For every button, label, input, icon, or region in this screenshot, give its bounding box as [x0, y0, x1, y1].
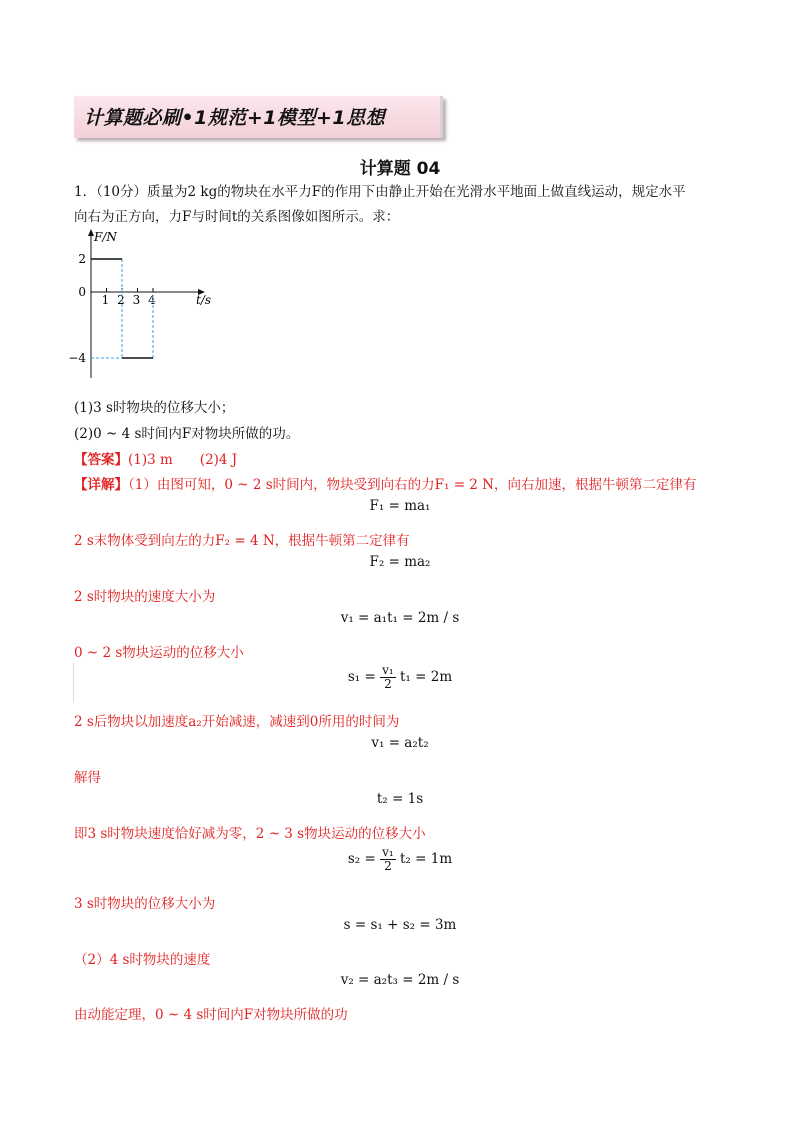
header-banner	[74, 96, 443, 138]
solution-step-5: 2 s后物块以加速度a₂开始减速，减速到0所用的时间为	[74, 714, 400, 730]
x-tick-label: 4	[148, 293, 156, 307]
y-tick-label: −4	[68, 351, 86, 365]
solution-step-9: （2）4 s时物块的速度	[74, 952, 211, 968]
eq4-fraction	[380, 664, 396, 691]
x-tick-label: 2	[117, 293, 125, 307]
eq7-denominator: 2	[384, 859, 392, 873]
answer-text: (1)3 m (2)4 J	[128, 452, 238, 468]
solution-step-10: 由动能定理，0 ~ 4 s时间内F对物块所做的功	[74, 1007, 348, 1023]
equation-7	[0, 846, 800, 873]
solution-text-1: （1）由图可知，0 ~ 2 s时间内，物块受到向右的力F₁ = 2 N，向右加速，根据牛顿第二定律有	[128, 477, 697, 493]
x-axis-label: t/s	[196, 293, 212, 307]
eq7-fraction	[380, 846, 396, 873]
y-tick-label: 0	[78, 285, 86, 299]
answer-label: 【答案】	[74, 452, 128, 468]
solution-step-8: 3 s时物块的位移大小为	[74, 896, 216, 912]
equation-6: t₂ = 1s	[376, 791, 424, 807]
x-tick-label: 3	[132, 293, 141, 307]
equation-8: s = s₁ + s₂ = 3m	[343, 917, 457, 933]
equation-1: F₁ = ma₁	[369, 498, 431, 514]
x-tick-label: 1	[101, 293, 110, 307]
eq4-denominator: 2	[384, 677, 392, 691]
solution-step-1	[74, 473, 697, 493]
eq4-numerator: v₁	[382, 663, 394, 677]
y-axis-label: F/N	[94, 230, 117, 244]
solution-step-4: 0 ~ 2 s物块运动的位移大小	[74, 645, 244, 661]
equation-4	[0, 664, 800, 691]
force-time-chart	[68, 226, 224, 386]
question-part-2: (2)0 ~ 4 s时间内F对物块所做的功。	[74, 426, 300, 442]
eq7-numerator: v₁	[382, 845, 394, 859]
solution-step-3: 2 s时物块的速度大小为	[74, 589, 216, 605]
equation-3: v₁ = a₁t₁ = 2m / s	[340, 610, 460, 626]
eq4-left: s₁ =	[347, 669, 376, 685]
answer-line	[74, 448, 237, 468]
equation-9: v₂ = a₂t₃ = 2m / s	[340, 972, 460, 988]
solution-step-6: 解得	[74, 770, 101, 786]
banner-text: 计算题必刷•1规范+1模型+1思想	[84, 107, 386, 129]
equation-5: v₁ = a₂t₂	[371, 735, 429, 751]
y-tick-label: 2	[78, 252, 86, 266]
solution-step-7: 即3 s时物块速度恰好减为零，2 ~ 3 s物块运动的位移大小	[74, 826, 426, 842]
question-part-1: (1)3 s时物块的位移大小；	[74, 400, 235, 416]
equation-2: F₂ = ma₂	[369, 554, 431, 570]
page-title: 计算题 04	[359, 159, 441, 179]
solution-label: 【详解】	[74, 477, 128, 493]
solution-step-2: 2 s末物体受到向左的力F₂ = 4 N，根据牛顿第二定律有	[74, 533, 410, 549]
eq7-right: t₂ = 1m	[400, 851, 453, 867]
question-line-1: 1．（10分）质量为2 kg的物块在水平力F的作用下由静止开始在光滑水平地面上做直线运动，规定水平	[74, 184, 686, 200]
question-line-2: 向右为正方向，力F与时间t的关系图像如图所示。求：	[74, 209, 400, 225]
eq7-left: s₂ =	[347, 851, 376, 867]
eq4-right: t₁ = 2m	[400, 669, 453, 685]
